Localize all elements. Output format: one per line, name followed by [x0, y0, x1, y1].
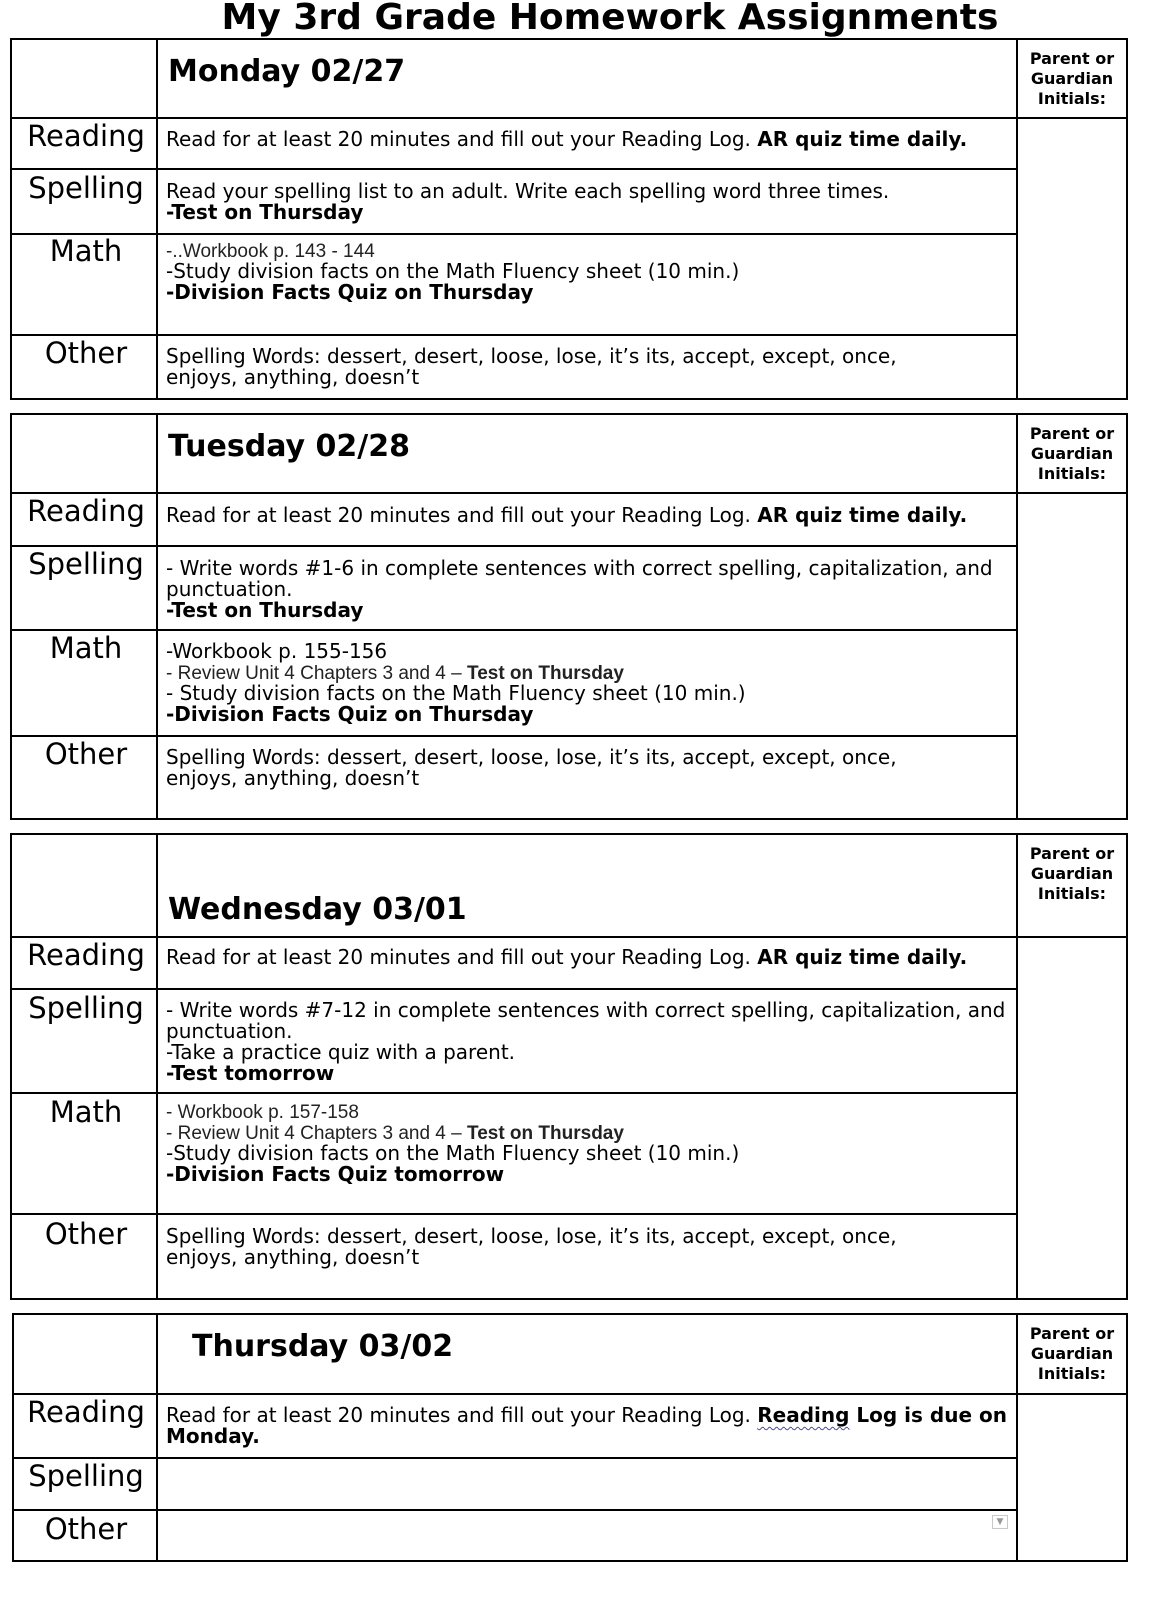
row-label-spelling: Spelling — [28, 991, 144, 1025]
wednesday-other: Spelling Words: dessert, desert, loose, lose, it’s its, accept, except, once, enjoys, anything, doesn’t — [166, 1224, 897, 1269]
wednesday-block — [10, 833, 1128, 1300]
wednesday-spelling: - Write words #7-12 in complete sentences with correct spelling, capitalization, and punctuation. -Take a practice quiz with a parent. -Test tomorrow — [166, 998, 1006, 1085]
row-label-spelling: Spelling — [28, 1459, 144, 1493]
initials-label: Parent or Guardian Initials: — [1029, 49, 1115, 108]
initials-label: Parent or Guardian Initials: — [1029, 424, 1115, 483]
tuesday-math: -Workbook p. 155-156 - Review Unit 4 Chapters 3 and 4 – Test on Thursday - Study division facts on the Math Fluency sheet (10 min.) -Division Facts Quiz on Thursday — [166, 639, 746, 726]
tuesday-block — [10, 413, 1128, 820]
initials-label: Parent or Guardian Initials: — [1029, 1324, 1115, 1383]
tuesday-reading: Read for at least 20 minutes and fill out your Reading Log. AR quiz time daily. — [166, 503, 968, 527]
row-label-reading: Reading — [27, 1395, 145, 1429]
day-title-monday: Monday 02/27 — [168, 54, 406, 89]
thursday-block — [12, 1313, 1128, 1562]
page-title: My 3rd Grade Homework Assignments — [221, 0, 999, 38]
tuesday-spelling: - Write words #1-6 in complete sentences with correct spelling, capitalization, and punctuation. -Test on Thursday — [166, 556, 993, 622]
row-label-math: Math — [49, 631, 123, 665]
monday-math: -..Workbook p. 143 - 144 -Study division facts on the Math Fluency sheet (10 min.) -Division Facts Quiz on Thursday — [166, 241, 740, 304]
row-label-reading: Reading — [27, 119, 145, 153]
thursday-reading: Read for at least 20 minutes and fill out your Reading Log. Reading Log is due on Monday. — [166, 1403, 1007, 1448]
row-label-spelling: Spelling — [28, 171, 144, 205]
row-label-math: Math — [49, 1095, 123, 1129]
wednesday-reading: Read for at least 20 minutes and fill out your Reading Log. AR quiz time daily. — [166, 945, 968, 969]
row-label-other: Other — [44, 737, 128, 771]
monday-block — [10, 38, 1128, 400]
row-label-spelling: Spelling — [28, 547, 144, 581]
day-title-tuesday: Tuesday 02/28 — [168, 429, 410, 464]
monday-reading: Read for at least 20 minutes and fill out your Reading Log. AR quiz time daily. — [166, 127, 968, 151]
row-label-reading: Reading — [27, 938, 145, 972]
row-label-math: Math — [49, 234, 123, 268]
initials-label: Parent or Guardian Initials: — [1029, 844, 1115, 903]
tuesday-other: Spelling Words: dessert, desert, loose, lose, it’s its, accept, except, once, enjoys, anything, doesn’t — [166, 745, 897, 790]
day-title-thursday: Thursday 03/02 — [192, 1329, 454, 1364]
day-title-wednesday: Wednesday 03/01 — [168, 892, 467, 927]
row-label-other: Other — [44, 336, 128, 370]
chevron-down-icon[interactable]: ▼ — [992, 1515, 1008, 1529]
row-label-other: Other — [44, 1512, 128, 1546]
row-label-other: Other — [44, 1217, 128, 1251]
wednesday-math: - Workbook p. 157-158 - Review Unit 4 Chapters 3 and 4 – Test on Thursday -Study division facts on the Math Fluency sheet (10 min.) -Division Facts Quiz tomorrow — [166, 1102, 740, 1186]
monday-spelling: Read your spelling list to an adult. Write each spelling word three times. -Test on Thursday — [166, 179, 890, 224]
row-label-reading: Reading — [27, 494, 145, 528]
monday-other: Spelling Words: dessert, desert, loose, lose, it’s its, accept, except, once, enjoys, anything, doesn’t — [166, 344, 897, 389]
